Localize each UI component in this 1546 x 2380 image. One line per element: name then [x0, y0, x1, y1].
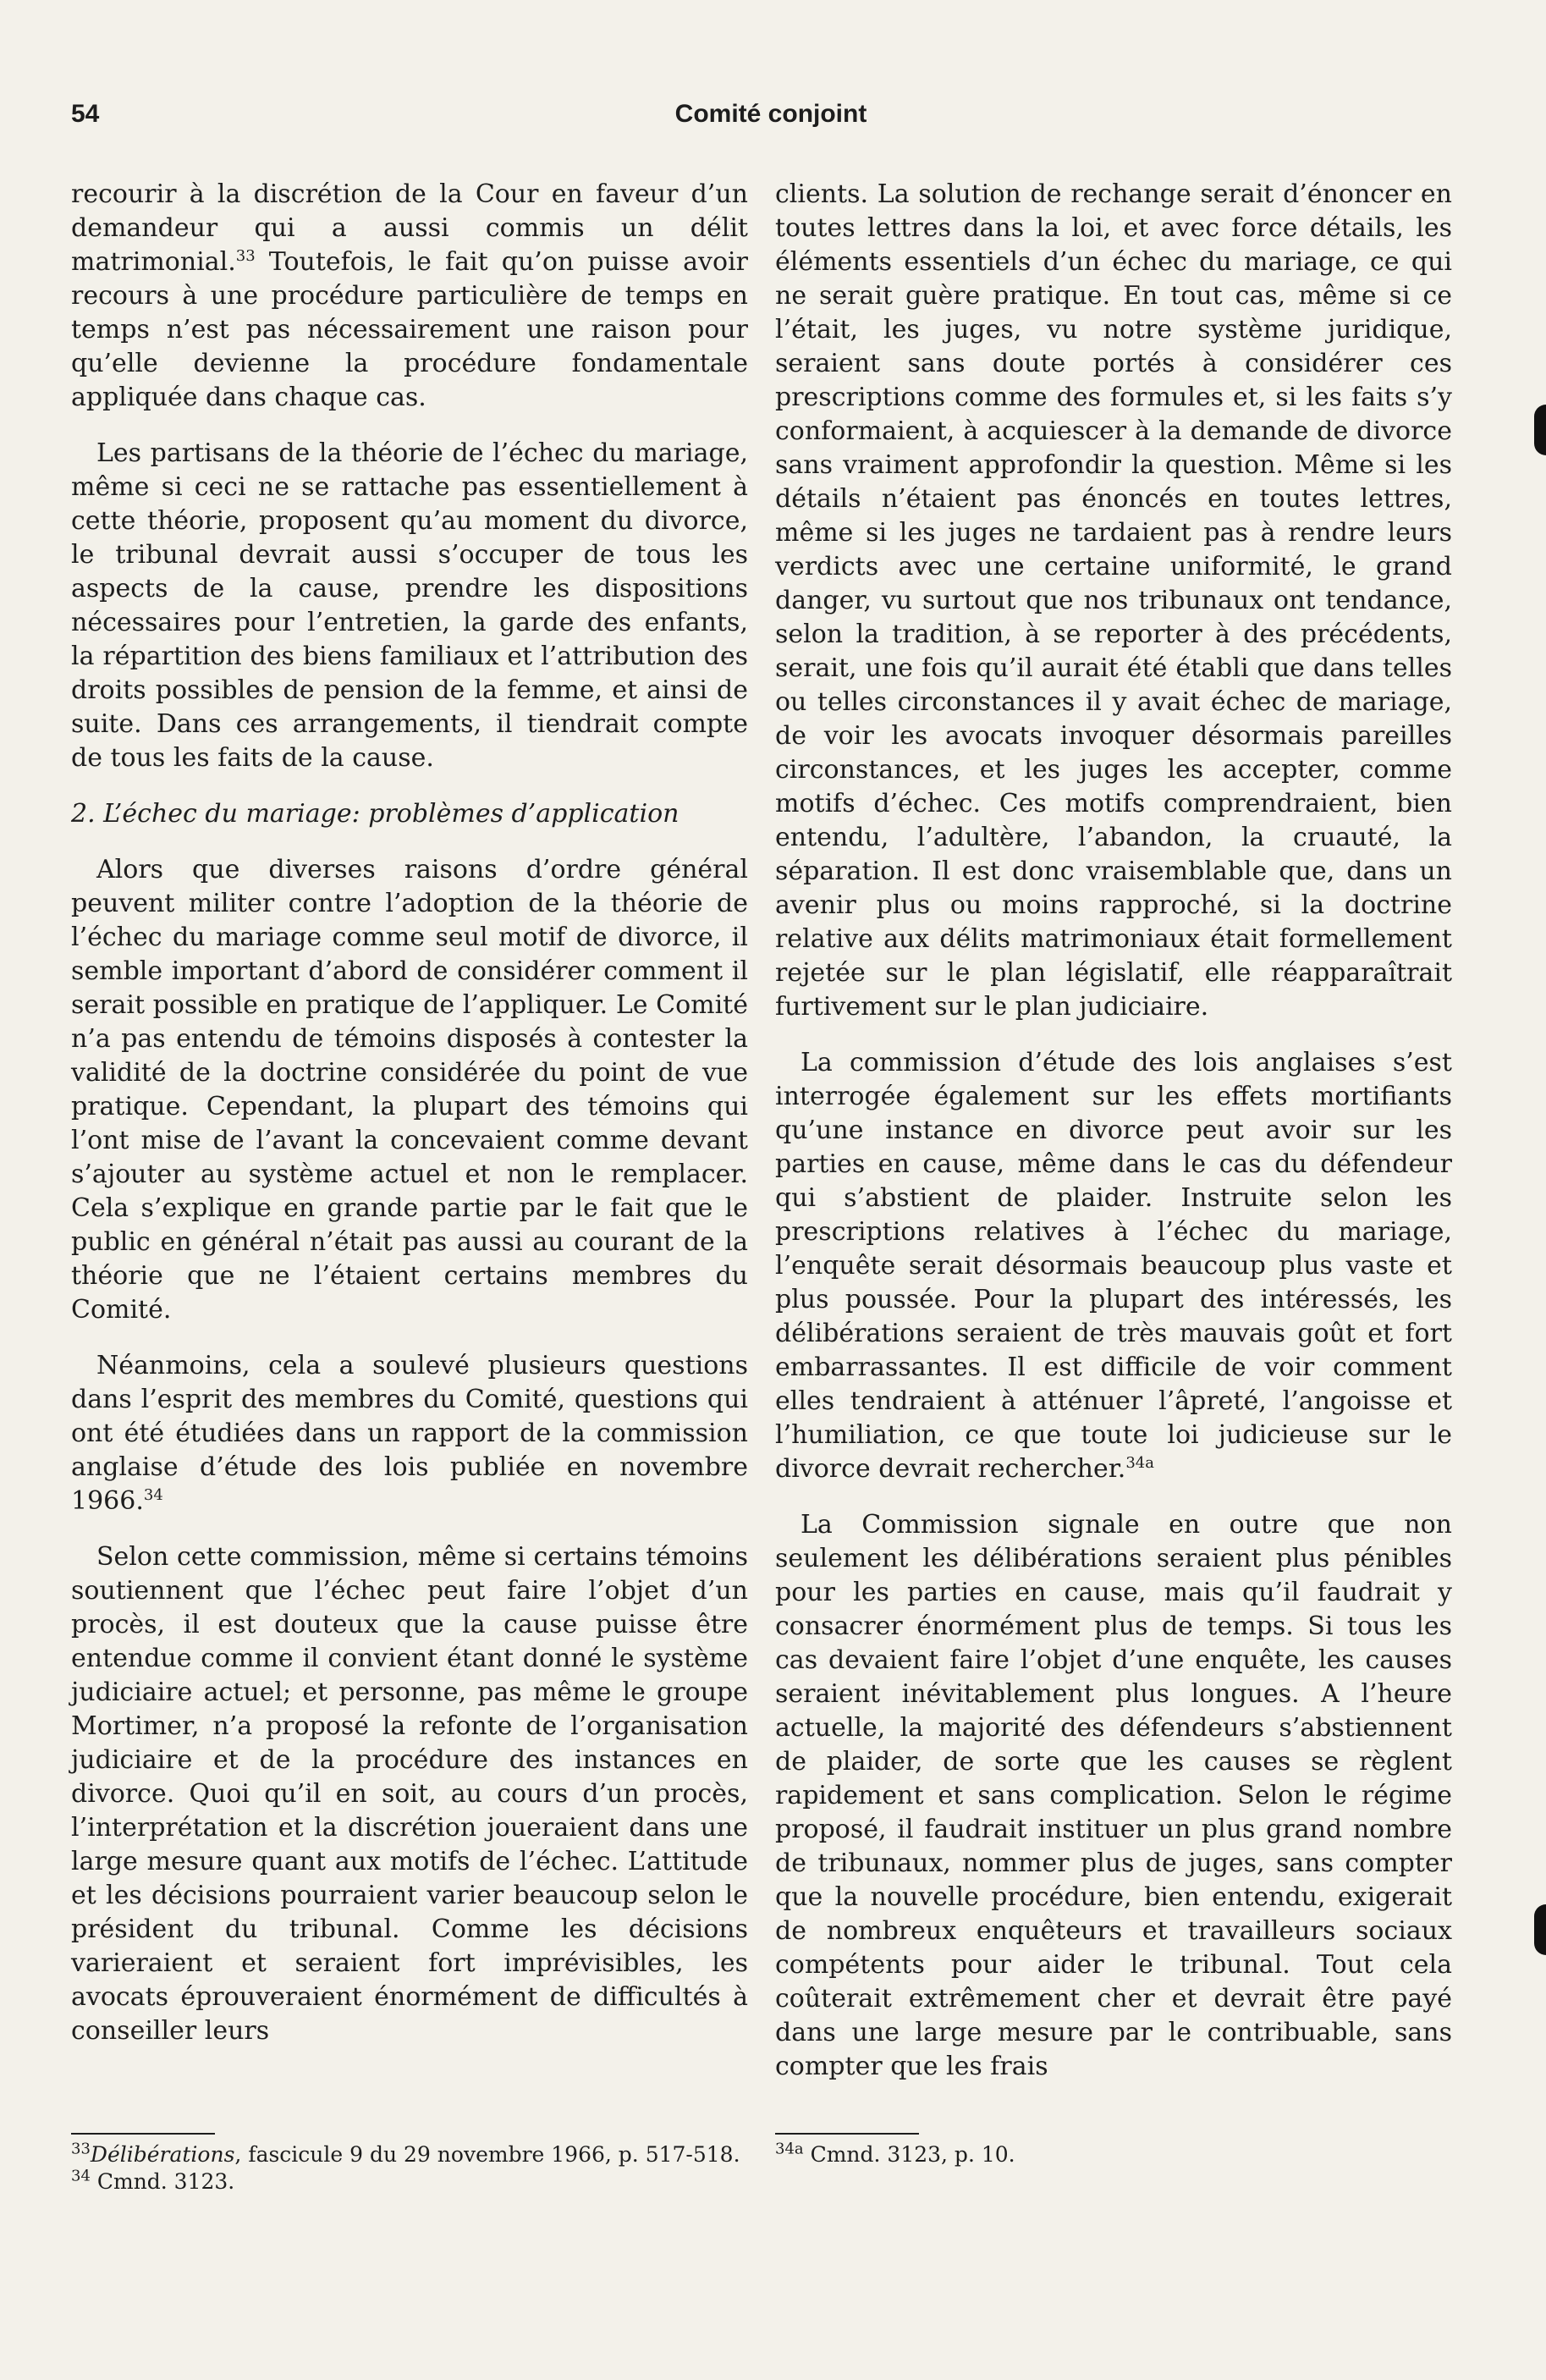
- footnote-ref: 34: [143, 1486, 163, 1504]
- paragraph-text: recourir à la discrétion de la Cour en faveur d’un demandeur qui a aussi commis un délit matrimonial.: [71, 179, 748, 277]
- page-number: 54: [71, 100, 100, 128]
- footnote-title: Délibérations: [90, 2142, 235, 2167]
- paragraph: [71, 178, 748, 415]
- paragraph-text: La commission d’étude des lois anglaises s’est interrogée également sur les effets mortifiants qu’une instance en divorce peut avoir sur les parties en cause, même dans le cas du défendeur qui s’abstient de plaider. Instruite selon les prescriptions relatives à l’échec du mariage, l’enquête serait désormais beaucoup plus vaste et plus poussée. Pour la plupart des intéressés, les délibérations seraient de très mauvais goût et fort embarrassantes. Il est difficile de voir comment elles tendraient à atténuer l’âpreté, l’angoisse et l’humiliation, ce que toute loi judicieuse sur le divorce devrait rechercher.: [775, 1048, 1452, 1484]
- section-heading: 2. L’échec du mariage: problèmes d’application: [71, 799, 679, 829]
- paragraph: [71, 1349, 748, 1518]
- paragraph: Selon cette commission, même si certains témoins soutiennent que l’échec peut faire l’objet d’un procès, il est douteux que la cause puisse être entendue comme il convient étant donné le système judiciaire actuel; et personne, pas même le groupe Mortimer, n’a proposé la refonte de l’organisation judiciaire et de la procédure des instances en divorce. Quoi qu’il en soit, au cours d’un procès, l’interprétation et la discrétion joueraient dans une large mesure quant aux motifs de l’échec. L’attitude et les décisions pourraient varier beaucoup selon le président du tribunal. Comme les décisions varieraient et seraient fort imprévisibles, les avocats éprouveraient énormément de difficultés à conseiller leurs: [71, 1542, 748, 2046]
- paragraph-text: Néanmoins, cela a soulevé plusieurs questions dans l’esprit des membres du Comité, questions qui ont été étudiées dans un rapport de la commission anglaise d’étude des lois publiée en novembre 1966.: [71, 1351, 748, 1516]
- footnotes-right: [775, 2133, 1452, 2168]
- footnote-mark: 33: [71, 2140, 91, 2158]
- footnote-text: , fascicule 9 du 29 novembre 1966, p. 517-518.: [234, 2142, 740, 2167]
- footnote-ref: 34a: [1125, 1454, 1154, 1472]
- running-title: Comité conjoint: [674, 100, 867, 128]
- paragraph: Alors que diverses raisons d’ordre général peuvent militer contre l’adoption de la théorie de l’échec du mariage comme seul motif de divorce, il semble important d’abord de considérer comment il serait possible en pratique de l’appliquer. Le Comité n’a pas entendu de témoins disposés à contester la validité de la doctrine considérée du point de vue pratique. Cependant, la plupart des témoins qui l’ont mise de l’avant la concevaient comme devant s’ajouter au système actuel et non le remplacer. Cela s’explique en grande partie par le fait que le public en général n’était pas aussi au courant de la théorie que ne l’étaient certains membres du Comité.: [71, 855, 748, 1325]
- paragraph: [775, 1046, 1452, 1486]
- footnote: [71, 2168, 748, 2195]
- paragraph: clients. La solution de rechange serait d’énoncer en toutes lettres dans la loi, et avec force détails, les éléments essentiels d’un échec du mariage, ce qui ne serait guère pratique. En tout cas, même si ce l’était, les juges, vu notre système juridique, seraient sans doute portés à considérer ces prescriptions comme des formules et, si les faits s’y conformaient, à acquiescer à la demande de divorce sans vraiment approfondir la question. Même si les détails n’étaient pas énoncés en toutes lettres, même si les juges ne tardaient pas à rendre leurs verdicts avec une certaine uniformité, le grand danger, vu surtout que nos tribunaux ont tendance, selon la tradition, à se reporter à des précédents, serait, une fois qu’il aurait été établi que dans telles ou telles circonstances il y avait échec de mariage, de voir les avocats invoquer désormais pareilles circonstances, et les juges les accepter, comme motifs d’échec. Ces motifs comprendraient, bien entendu, l’adultère, l’abandon, la cruauté, la séparation. Il est donc vraisemblable que, dans un avenir plus ou moins rapproché, si la doctrine relative aux délits matrimoniaux était formellement rejetée sur le plan législatif, elle réapparaîtrait furtivement sur le plan judiciaire.: [775, 179, 1452, 1022]
- footnotes-left: [71, 2133, 748, 2195]
- binding-hole: [1534, 405, 1546, 455]
- footnote-rule: [71, 2133, 215, 2135]
- paragraph: Les partisans de la théorie de l’échec du mariage, même si ceci ne se rattache pas essentiellement à cette théorie, proposent qu’au moment du divorce, le tribunal devrait aussi s’occuper de tous les aspects de la cause, prendre les dispositions nécessaires pour l’entretien, la garde des enfants, la répartition des biens familiaux et l’attribution des droits possibles de pension de la femme, et ainsi de suite. Dans ces arrangements, il tiendrait compte de tous les faits de la cause.: [71, 438, 748, 773]
- footnote-mark: 34: [71, 2167, 91, 2185]
- footnote-mark: 34a: [775, 2140, 804, 2158]
- right-column: [775, 178, 1452, 2106]
- page-header: [71, 100, 1471, 134]
- footnote-text: Cmnd. 3123, p. 10.: [803, 2142, 1015, 2167]
- footnote: [71, 2141, 748, 2168]
- paragraph: La Commission signale en outre que non seulement les délibérations seraient plus pénibles pour les parties en cause, mais qu’il faudrait y consacrer énormément plus de temps. Si tous les cas devaient faire l’objet d’une enquête, les causes seraient inévitablement plus longues. A l’heure actuelle, la majorité des défendeurs s’abstiennent de plaider, de sorte que les causes se règlent rapidement et sans complication. Selon le régime proposé, il faudrait instituer un plus grand nombre de tribunaux, nommer plus de juges, sans compter que la nouvelle procédure, bien entendu, exigerait de nombreux enquêteurs et travailleurs sociaux compétents pour aider le tribunal. Tout cela coûterait extrêmement cher et devrait être payé dans une large mesure par le contribuable, sans compter que les frais: [775, 1510, 1452, 2081]
- binding-hole: [1534, 1904, 1546, 1955]
- footnote-text: Cmnd. 3123.: [90, 2169, 235, 2194]
- left-column: [71, 178, 748, 2070]
- footnote-ref: 33: [235, 247, 256, 265]
- paragraph-text: Toutefois, le fait qu’on puisse avoir recours à une procédure particulière de temps en temps n’est pas nécessairement une raison pour qu’elle devienne la procédure fondamentale appliquée dans chaque cas.: [71, 247, 748, 412]
- footnote-rule: [775, 2133, 919, 2135]
- footnote: [775, 2141, 1452, 2168]
